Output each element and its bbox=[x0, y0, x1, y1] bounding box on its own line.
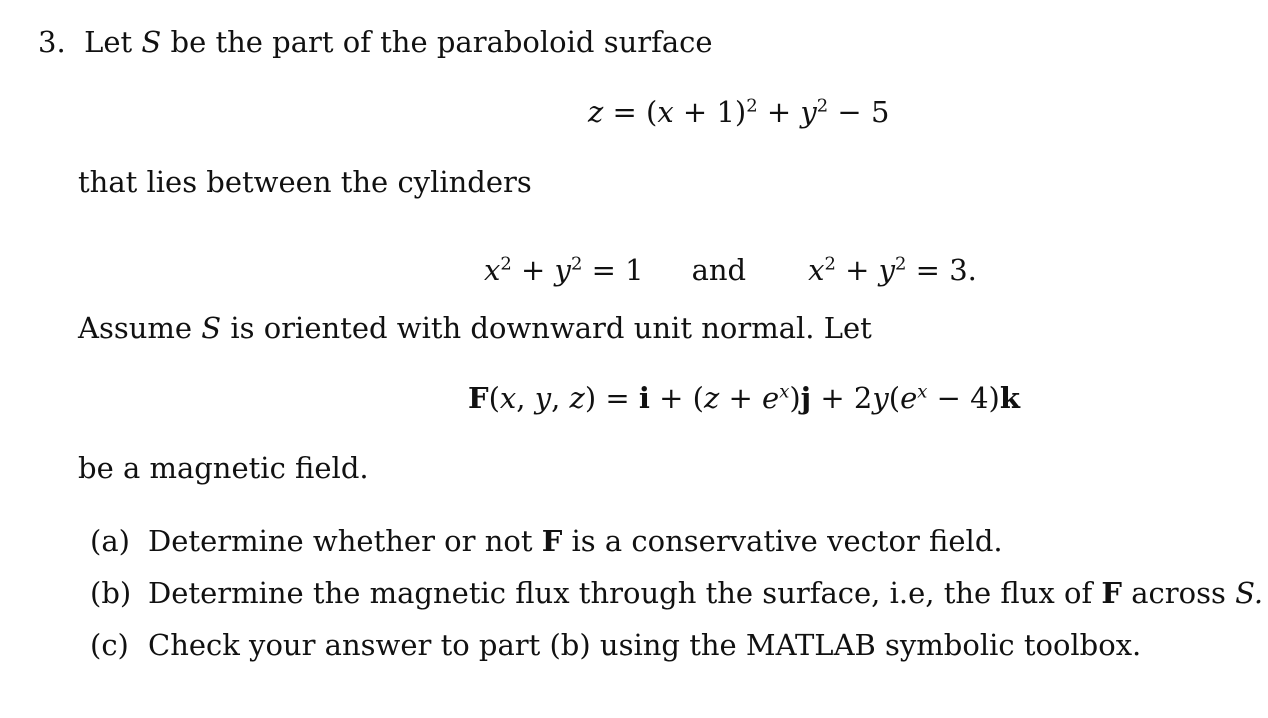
part-b-symbol: S. bbox=[1235, 576, 1264, 610]
part-c-text: Check your answer to part (b) using the MATLAB symbolic toolbox. bbox=[148, 628, 1142, 662]
part-b-label: (b) bbox=[90, 576, 132, 610]
part-a bbox=[90, 524, 1003, 558]
cylinder-1-equation: $x^2 + y^2 = 1$ bbox=[484, 253, 644, 287]
orientation-pre: Assume bbox=[78, 311, 193, 345]
orientation-line bbox=[78, 311, 872, 345]
problem-intro-line bbox=[38, 25, 713, 59]
part-a-label: (a) bbox=[90, 524, 130, 558]
intro-pre: Let bbox=[84, 25, 133, 59]
part-b-text-pre: Determine the magnetic flux through the surface, i.e, the flux of bbox=[148, 576, 1093, 610]
orientation-symbol: S bbox=[201, 311, 222, 345]
surface-equation bbox=[588, 95, 890, 129]
surface-equation-lhs: z bbox=[588, 95, 604, 129]
and-word: and bbox=[691, 253, 747, 287]
part-a-bold: F bbox=[541, 524, 563, 558]
surface-symbol: S bbox=[141, 25, 162, 59]
part-b-bold: F bbox=[1101, 576, 1122, 610]
part-a-text-post: is a conservative vector field. bbox=[571, 524, 1003, 558]
field-equation: F(x, y, $z) = i + (z + e^x)j + 2y(e^x - 4)k$ bbox=[468, 381, 1020, 415]
problem-number: 3. bbox=[38, 25, 66, 59]
cylinders-equations bbox=[484, 253, 977, 287]
cylinders-text: that lies between the cylinders bbox=[78, 165, 532, 199]
orientation-post: is oriented with downward unit normal. Let bbox=[230, 311, 872, 345]
part-b-text-mid: across bbox=[1131, 576, 1226, 610]
cylinder-2-equation: $x^2 + y^2 = 3$. bbox=[808, 253, 977, 287]
intro-post: be the part of the paraboloid surface bbox=[170, 25, 713, 59]
part-c bbox=[90, 628, 1142, 662]
field-description: be a magnetic field. bbox=[78, 451, 369, 485]
part-b bbox=[90, 576, 1264, 610]
part-c-label: (c) bbox=[90, 628, 129, 662]
part-a-text-pre: Determine whether or not bbox=[148, 524, 533, 558]
surface-equation-rhs: = $(x + 1)^2 + y^2 - 5$ bbox=[612, 95, 890, 129]
